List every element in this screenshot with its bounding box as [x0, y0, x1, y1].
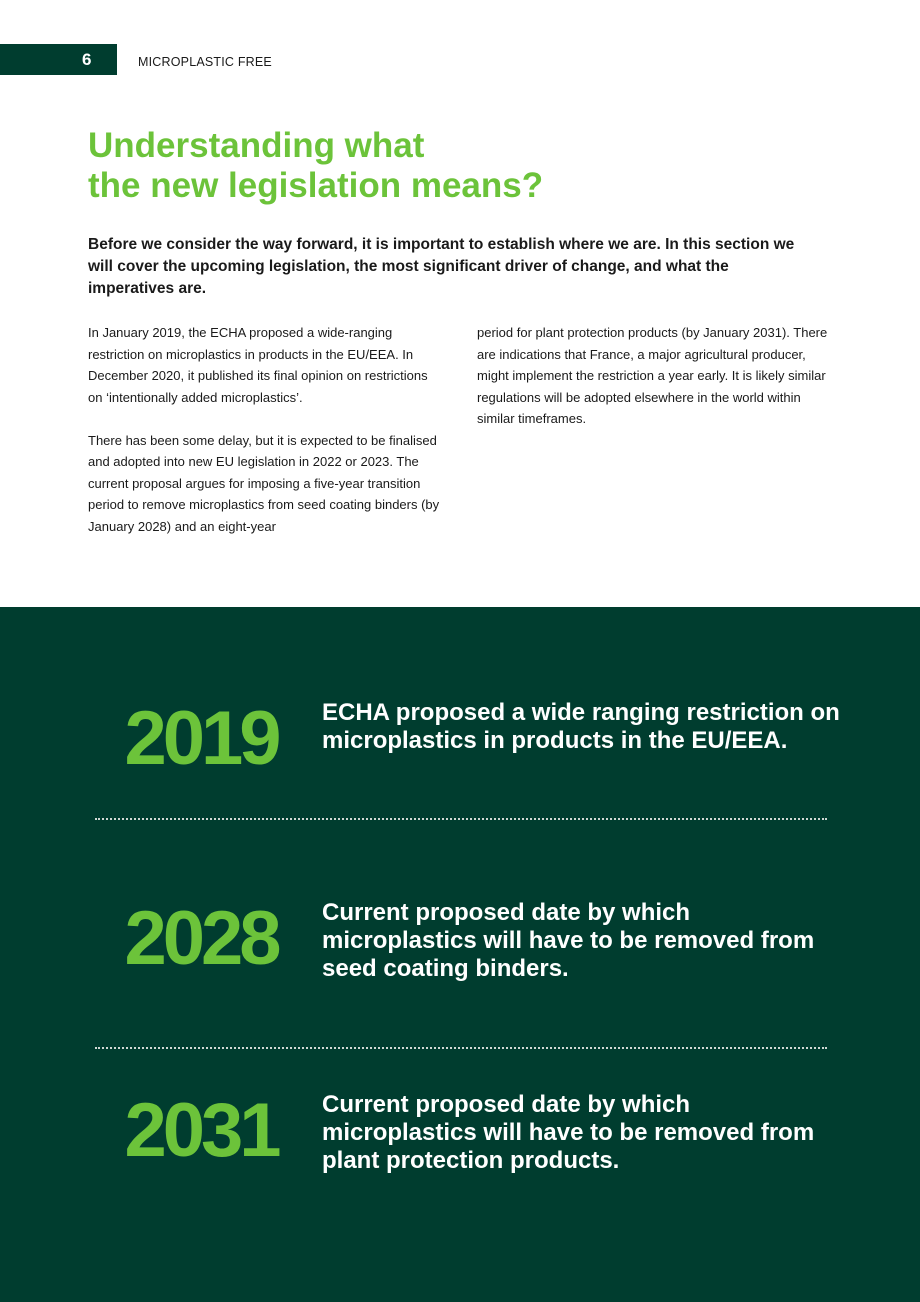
body-column-right: [477, 322, 829, 451]
timeline-entry-2031: [0, 1088, 920, 1211]
page-number: 6: [82, 50, 92, 69]
body-paragraph: period for plant protection products (by January 2031). There are indications that France, a major agricultural producer, might implement the restriction a year early. It is likely similar regulations will be adopted elsewhere in the world within similar timeframes.: [477, 325, 828, 426]
timeline-divider: [95, 1047, 827, 1049]
page-title: [88, 126, 788, 206]
page-number-tab: [0, 44, 117, 75]
body-paragraph: There has been some delay, but it is expected to be finalised and adopted into new EU legislation in 2022 or 2023. The current proposal argues for imposing a five-year transition period to remove microplastics from seed coating binders (by January 2028) and an eight-year: [88, 432, 440, 534]
timeline-description: ECHA proposed a wide ranging restriction on microplastics in products in the EU/EEA.: [322, 699, 840, 754]
section-label: MICROPLASTIC FREE: [138, 55, 272, 69]
intro-paragraph: Before we consider the way forward, it is important to establish where we are. In this section we will cover the upcoming legislation, the most significant driver of change, and what the imperatives are.: [88, 236, 795, 297]
body-column-left: [88, 322, 440, 559]
body-paragraph: In January 2019, the ECHA proposed a wide-ranging restriction on microplastics in products in the EU/EEA. In December 2020, it published its final opinion on restrictions on ‘intentionally added microplastics’.: [88, 325, 428, 405]
timeline-entry-2028: [0, 896, 920, 1019]
timeline-entry-2019: [0, 696, 920, 819]
timeline-description: Current proposed date by which microplastics will have to be removed from seed coating binders.: [322, 899, 815, 982]
page-title-line-1: Understanding what: [88, 126, 425, 165]
timeline-description: Current proposed date by which microplastics will have to be removed from plant protection products.: [322, 1091, 815, 1174]
timeline-year: 2031: [124, 1088, 278, 1173]
page-title-line-2: the new legislation means?: [88, 166, 544, 205]
timeline-year: 2019: [124, 696, 278, 781]
timeline-year: 2028: [124, 896, 278, 981]
timeline-divider: [95, 818, 827, 820]
timeline-panel: [0, 607, 920, 1302]
